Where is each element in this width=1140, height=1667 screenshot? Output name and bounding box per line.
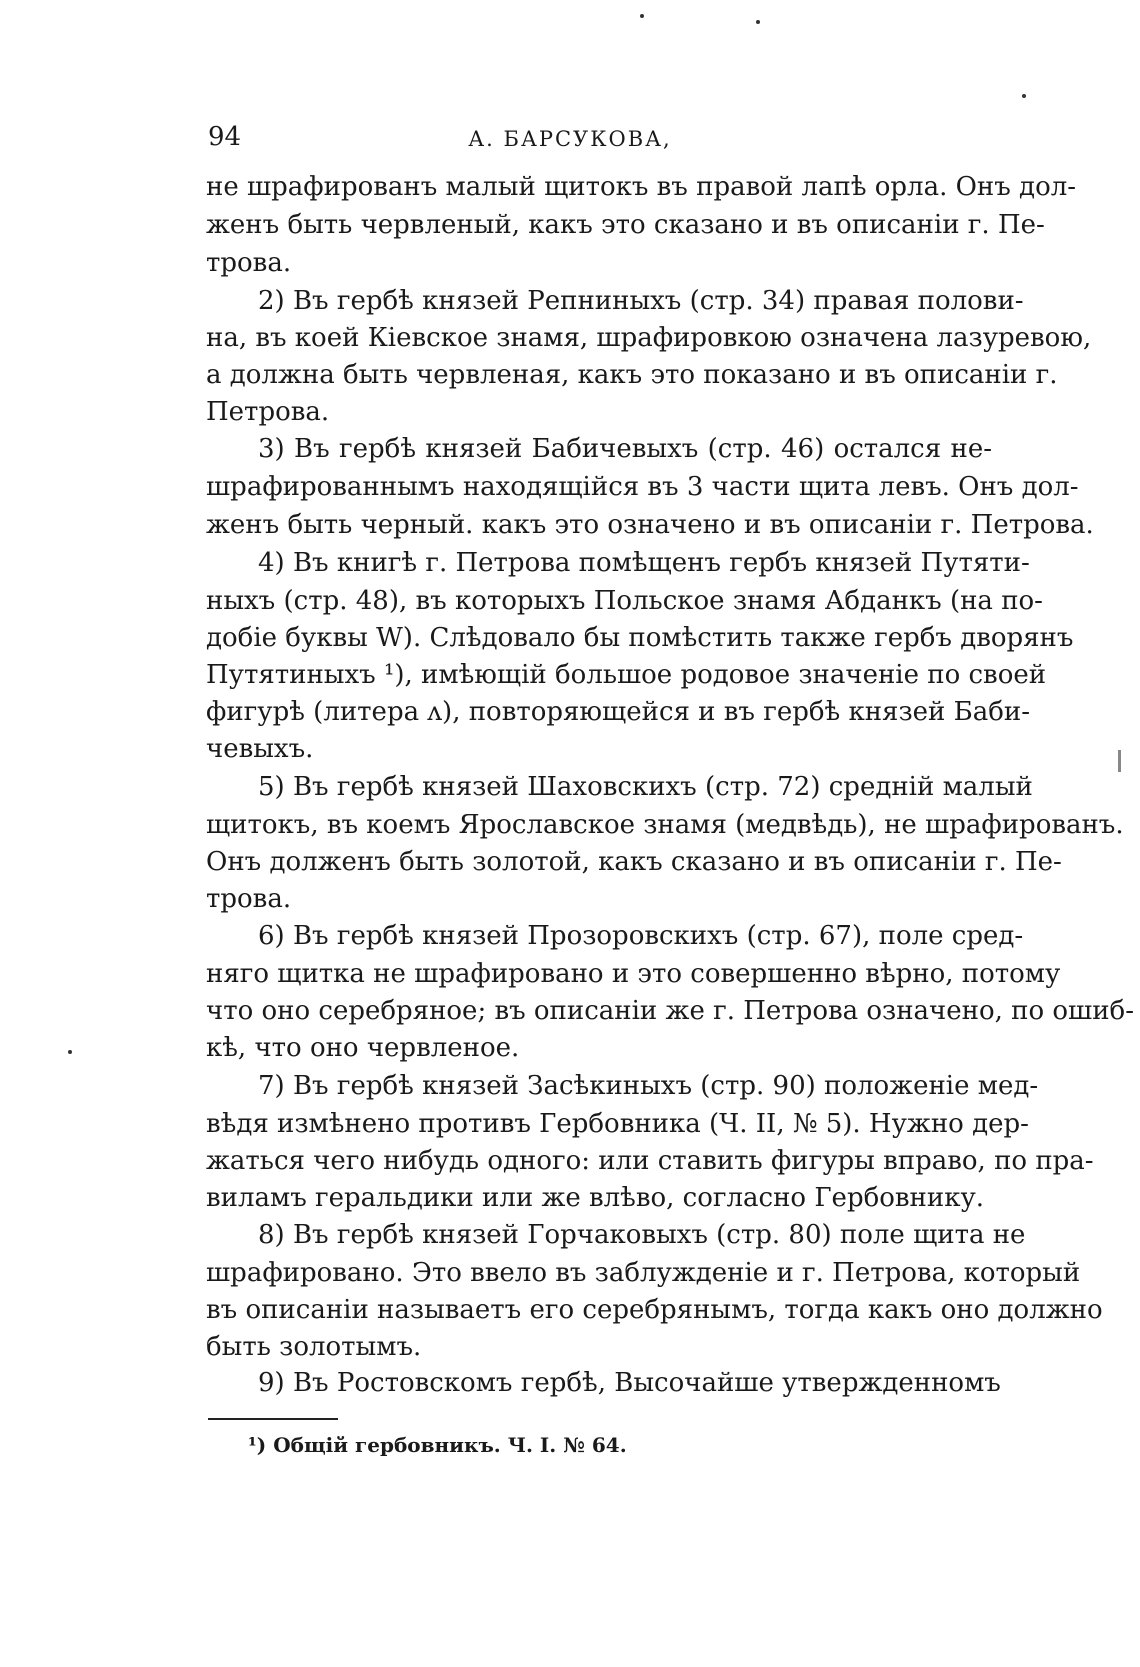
text-line: виламъ геральдики или же влѣво, согласно Гербовнику.: [206, 1183, 985, 1213]
text-line: 9) Въ Ростовскомъ гербѣ, Высочайше утвержденномъ: [258, 1368, 1001, 1398]
text-line: 2) Въ гербѣ князей Репниныхъ (стр. 34) правая полови-: [258, 286, 1024, 316]
text-line: Путятиныхъ ¹), имѣющій большое родовое значеніе по своей: [206, 660, 1047, 690]
text-line: шрафированнымъ находящійся въ 3 части щита левъ. Онъ дол-: [206, 472, 1079, 502]
text-line: 4) Въ книгѣ г. Петрова помѣщенъ гербъ князей Путяти-: [258, 548, 1030, 578]
text-line: 7) Въ гербѣ князей Засѣкиныхъ (стр. 90) положеніе мед-: [258, 1071, 1039, 1101]
text-line: женъ быть черный. какъ это означено и въ описаніи г. Петрова.: [206, 510, 1094, 540]
text-line: 6) Въ гербѣ князей Прозоровскихъ (стр. 67), поле сред-: [258, 921, 1024, 951]
text-line: чевыхъ.: [206, 734, 314, 764]
text-line: шрафировано. Это ввело въ заблужденіе и г. Петрова, который: [206, 1258, 1081, 1288]
running-title: А. БАРСУКОВА,: [468, 127, 672, 151]
text-line: вѣдя измѣнено противъ Гербовника (Ч. II, № 5). Нужно дер-: [206, 1109, 1029, 1139]
text-line: на, въ коей Кіевское знамя, шрафировкою означена лазуревою,: [206, 323, 1092, 353]
text-line: 3) Въ гербѣ князей Бабичевыхъ (стр. 46) остался не-: [258, 434, 992, 464]
scan-speck: [640, 14, 644, 18]
text-line: Петрова.: [206, 397, 330, 427]
text-line: 8) Въ гербѣ князей Горчаковыхъ (стр. 80) поле щита не: [258, 1220, 1026, 1250]
footnote-text: Общій гербовникъ. Ч. I. № 64.: [273, 1433, 627, 1457]
text-line: Онъ долженъ быть золотой, какъ сказано и въ описаніи г. Пе-: [206, 847, 1062, 877]
text-line: что оно серебряное; въ описаніи же г. Петрова означено, по ошиб-: [206, 996, 1134, 1026]
text-line: няго щитка не шрафировано и это совершенно вѣрно, потому: [206, 959, 1061, 989]
scan-speck: [1022, 94, 1026, 98]
text-line: кѣ, что оно червленое.: [206, 1033, 520, 1063]
footnote-marker: ¹): [248, 1433, 267, 1457]
text-line: щитокъ, въ коемъ Ярославское знамя (медвѣдь), не шрафированъ.: [206, 810, 1124, 840]
text-line: добіе буквы W). Слѣдовало бы помѣстить также гербъ дворянъ: [206, 623, 1074, 653]
text-line: трова.: [206, 884, 292, 914]
text-line: 5) Въ гербѣ князей Шаховскихъ (стр. 72) средній малый: [258, 772, 1033, 802]
text-line: въ описаніи называетъ его серебрянымъ, тогда какъ оно должно: [206, 1295, 1103, 1325]
text-line: трова.: [206, 248, 292, 278]
text-line: жаться чего нибудь одного: или ставить фигуры вправо, по пра-: [206, 1146, 1094, 1176]
footnote: [248, 1432, 627, 1458]
text-line: быть золотымъ.: [206, 1332, 422, 1362]
scan-speck: [68, 1050, 72, 1054]
scan-speck: [756, 20, 760, 24]
text-line: ныхъ (стр. 48), въ которыхъ Польское знамя Абданкъ (на по-: [206, 586, 1043, 616]
text-line: а должна быть червленая, какъ это показано и въ описаніи г.: [206, 360, 1058, 390]
text-line: фигурѣ (литера ʌ), повторяющейся и въ гербѣ князей Баби-: [206, 697, 1030, 727]
scan-edge-mark: [1118, 750, 1121, 772]
page-number: 94: [208, 122, 242, 152]
text-line: не шрафированъ малый щитокъ въ правой лапѣ орла. Онъ дол-: [206, 172, 1077, 202]
footnote-rule: [208, 1418, 338, 1420]
text-line: женъ быть червленый, какъ это сказано и въ описаніи г. Пе-: [206, 210, 1045, 240]
